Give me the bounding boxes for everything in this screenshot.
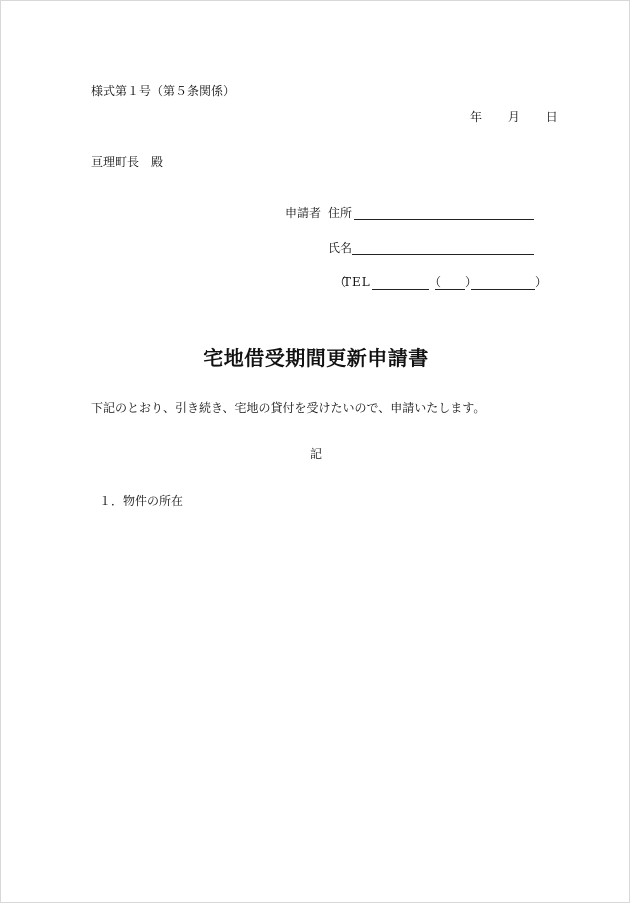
tel-label: TEL bbox=[343, 275, 371, 289]
applicant-label: 申請者 bbox=[285, 206, 322, 220]
form-number: 様式第１号（第５条関係） bbox=[91, 84, 236, 98]
ki-heading: 記 bbox=[309, 447, 322, 461]
name-label: 氏名 bbox=[328, 241, 353, 255]
tel-area-code-field[interactable] bbox=[372, 289, 429, 290]
addressee-honorific: 殿 bbox=[151, 155, 164, 169]
date-day-label: 日 bbox=[545, 110, 558, 124]
tel-inner-close-paren: ） bbox=[465, 275, 478, 289]
address-field[interactable] bbox=[354, 219, 534, 220]
date-year-label: 年 bbox=[470, 110, 483, 124]
tel-exchange-field[interactable] bbox=[435, 289, 465, 290]
tel-open-paren: （ bbox=[334, 275, 347, 289]
document-title: 宅地借受期間更新申請書 bbox=[203, 346, 429, 370]
body-text: 下記のとおり、引き続き、宅地の貸付を受けたいので、申請いたします。 bbox=[91, 401, 486, 415]
address-label: 住所 bbox=[328, 206, 353, 220]
list-item: １．物件の所在 bbox=[99, 494, 184, 508]
addressee-name: 亘理町長 bbox=[91, 155, 140, 169]
addressee bbox=[91, 156, 163, 168]
date-line bbox=[470, 111, 558, 123]
tel-inner-open-paren: （ bbox=[429, 275, 442, 289]
name-field[interactable] bbox=[352, 254, 534, 255]
date-month-label: 月 bbox=[507, 110, 520, 124]
tel-number-field[interactable] bbox=[471, 289, 535, 290]
tel-close-paren: ） bbox=[535, 275, 548, 289]
